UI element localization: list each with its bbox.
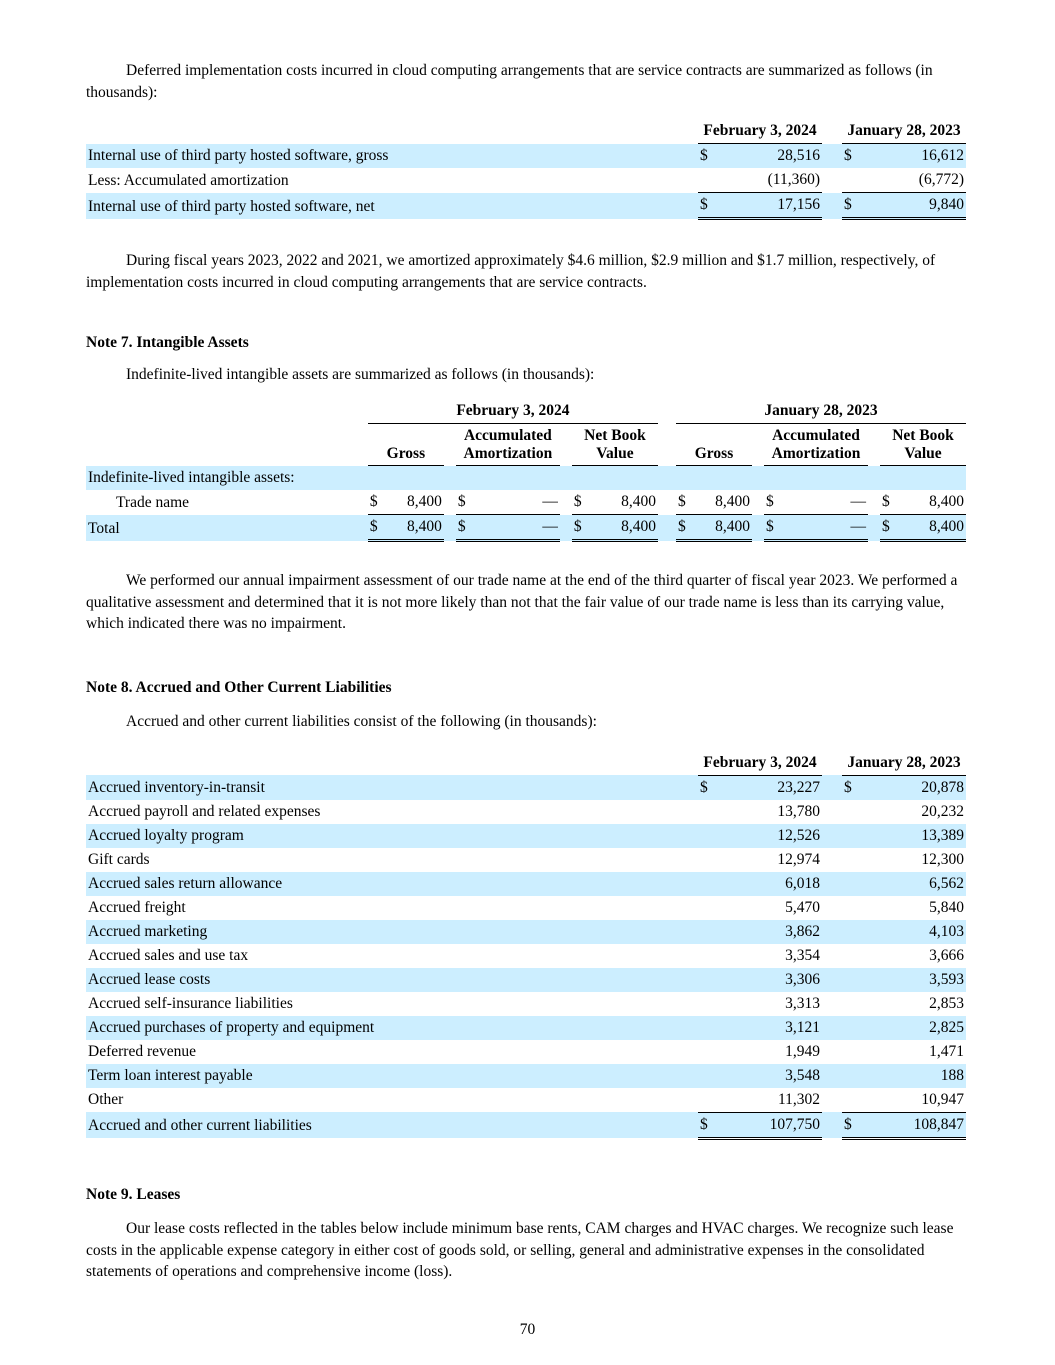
- dollar-sign: $: [368, 515, 388, 541]
- table-row: [86, 920, 966, 944]
- amortization-paragraph: During fiscal years 2023, 2022 and 2021, we amortized approximately $4.6 million, $2.9 million and $1.7 million, respectively, of implementation costs incurred in cloud computing arrangements that are service contracts.: [86, 252, 936, 292]
- dollar-sign: $: [698, 1112, 722, 1138]
- table-row: [86, 800, 966, 824]
- dollar-sign: $: [676, 490, 696, 515]
- amount: 12,526: [777, 826, 820, 844]
- dollar-sign: [842, 1064, 866, 1088]
- amount: 3,313: [785, 994, 820, 1012]
- amount: 8,400: [900, 490, 966, 515]
- amount: 11,302: [722, 1088, 822, 1113]
- dollar-sign: [842, 848, 866, 872]
- group-header-jan-2023: January 28, 2023: [676, 399, 966, 424]
- table-row: [86, 1040, 966, 1064]
- amount: 107,750: [722, 1112, 822, 1138]
- dollar-sign: [698, 872, 722, 896]
- amount: 188: [940, 1066, 964, 1084]
- amount: 3,862: [785, 922, 820, 940]
- dollar-sign: [842, 944, 866, 968]
- amount: 8,400: [900, 515, 966, 541]
- amount: —: [784, 490, 868, 515]
- row-label: Total: [88, 519, 120, 537]
- subheader-gross: Gross: [368, 424, 444, 466]
- dollar-sign: $: [676, 515, 696, 541]
- row-label: Internal use of third party hosted software, gross: [88, 147, 389, 165]
- amount: 2,853: [929, 994, 964, 1012]
- amount: 5,470: [785, 898, 820, 916]
- row-label: Less: Accumulated amortization: [88, 171, 289, 189]
- dollar-sign: [698, 824, 722, 848]
- table-row: [86, 1088, 966, 1113]
- row-label: Accrued sales return allowance: [88, 874, 283, 892]
- dollar-sign: [842, 992, 866, 1016]
- amount: 20,878: [921, 778, 964, 796]
- dollar-sign: $: [764, 515, 784, 541]
- dollar-sign: [842, 1040, 866, 1064]
- amount: 13,780: [777, 802, 820, 820]
- sub-header-row: [86, 424, 966, 466]
- amount: —: [784, 515, 868, 541]
- row-label: Other: [88, 1091, 124, 1109]
- table-row: [86, 944, 966, 968]
- dollar-sign: $: [844, 147, 852, 165]
- table-total-row: [86, 515, 966, 541]
- dollar-sign: [698, 168, 722, 193]
- amount: 20,232: [921, 802, 964, 820]
- amount: 12,300: [921, 850, 964, 868]
- dollar-sign: [842, 824, 866, 848]
- table-row: [86, 896, 966, 920]
- section-row: [86, 466, 966, 491]
- amount: 23,227: [777, 778, 820, 796]
- dollar-sign: $: [880, 515, 900, 541]
- dollar-sign: [842, 872, 866, 896]
- amount: 8,400: [696, 490, 752, 515]
- table-row: [86, 144, 966, 169]
- section-label: Indefinite-lived intangible assets:: [88, 469, 295, 487]
- amount: 28,516: [777, 147, 820, 165]
- dollar-sign: [842, 968, 866, 992]
- column-header-jan-2023: January 28, 2023: [842, 119, 966, 144]
- table-row: [86, 968, 966, 992]
- row-label: Gift cards: [88, 850, 150, 868]
- subheader-accumulated-amortization: Accumulated Amortization: [764, 424, 868, 466]
- amount: 8,400: [696, 515, 752, 541]
- row-label: Accrued payroll and related expenses: [88, 802, 321, 820]
- dollar-sign: $: [572, 515, 592, 541]
- dollar-sign: $: [456, 515, 476, 541]
- amount: 5,840: [929, 898, 964, 916]
- group-header-row: [86, 399, 966, 424]
- amount: —: [476, 515, 560, 541]
- dollar-sign: [698, 920, 722, 944]
- row-label: Accrued lease costs: [88, 970, 211, 988]
- note8-intro-paragraph: Accrued and other current liabilities consist of the following (in thousands):: [126, 713, 597, 731]
- subheader-net-book-value: Net Book Value: [572, 424, 658, 466]
- row-label: Deferred revenue: [88, 1042, 196, 1060]
- dollar-sign: $: [699, 778, 708, 796]
- table-row: [86, 775, 966, 800]
- dollar-sign: [698, 1040, 722, 1064]
- dollar-sign: $: [880, 490, 900, 515]
- group-header-feb-2024: February 3, 2024: [368, 399, 658, 424]
- column-header-feb-2024: February 3, 2024: [698, 751, 822, 776]
- amount: 3,666: [929, 946, 964, 964]
- row-label: Term loan interest payable: [88, 1066, 253, 1084]
- amount: 3,548: [785, 1066, 820, 1084]
- table-row: [86, 872, 966, 896]
- amount: 13,389: [921, 826, 964, 844]
- table-row: [86, 1016, 966, 1040]
- dollar-sign: $: [699, 147, 708, 165]
- row-label: Accrued loyalty program: [88, 826, 244, 844]
- amount: (11,360): [722, 168, 822, 193]
- amount: 8,400: [388, 490, 444, 515]
- table-header-row: [86, 751, 966, 776]
- page-number: 70: [519, 1321, 536, 1338]
- table-row: [86, 168, 966, 193]
- row-label: Accrued self-insurance liabilities: [88, 994, 293, 1012]
- table-total-row: [86, 193, 966, 219]
- dollar-sign: [842, 168, 866, 193]
- dollar-sign: [698, 1016, 722, 1040]
- dollar-sign: $: [842, 193, 866, 219]
- dollar-sign: $: [764, 490, 784, 515]
- row-label: Internal use of third party hosted software, net: [88, 197, 375, 215]
- row-label: Accrued purchases of property and equipment: [88, 1018, 375, 1036]
- subheader-net-book-value: Net Book Value: [880, 424, 966, 466]
- dollar-sign: [698, 1064, 722, 1088]
- row-label: Trade name: [116, 493, 190, 511]
- note9-paragraph: Our lease costs reflected in the tables below include minimum base rents, CAM charges and HVAC charges. We recognize such lease costs in the applicable expense category in either cost of goods sold, or selling, general and administrative expenses in the consolidated statements of operations and comprehensive income (loss).: [86, 1219, 954, 1281]
- amount: 12,974: [777, 850, 820, 868]
- amount: 4,103: [929, 922, 964, 940]
- amount: 3,121: [785, 1018, 820, 1036]
- dollar-sign: [842, 800, 866, 824]
- dollar-sign: [698, 944, 722, 968]
- dollar-sign: $: [456, 490, 476, 515]
- amount: 9,840: [866, 193, 966, 219]
- dollar-sign: [842, 896, 866, 920]
- dollar-sign: $: [844, 778, 852, 796]
- amount: 2,825: [929, 1018, 964, 1036]
- amount: (6,772): [866, 168, 966, 193]
- column-header-feb-2024: February 3, 2024: [698, 119, 822, 144]
- amount: 1,949: [785, 1042, 820, 1060]
- note9-heading: Note 9. Leases: [86, 1185, 181, 1203]
- amount: 6,018: [785, 874, 820, 892]
- impairment-paragraph: We performed our annual impairment assessment of our trade name at the end of the third quarter of fiscal year 2023. We performed a qualitative assessment and determined that it is not more likely than not that the fair value of our trade name is less than its carrying value, which indicated there was no impairment.: [86, 572, 958, 633]
- row-label: Accrued sales and use tax: [88, 946, 249, 964]
- dollar-sign: [842, 920, 866, 944]
- row-label: Accrued marketing: [88, 922, 208, 940]
- dollar-sign: [842, 1088, 866, 1113]
- accrued-liabilities-table: [86, 751, 966, 1140]
- row-label: Accrued and other current liabilities: [88, 1117, 312, 1135]
- table-row: [86, 848, 966, 872]
- dollar-sign: [698, 992, 722, 1016]
- note7-intro-paragraph: Indefinite-lived intangible assets are summarized as follows (in thousands):: [126, 365, 595, 383]
- intangible-assets-table: [86, 399, 966, 542]
- dollar-sign: [698, 848, 722, 872]
- column-header-jan-2023: January 28, 2023: [842, 751, 966, 776]
- amount: —: [476, 490, 560, 515]
- subheader-gross: Gross: [676, 424, 752, 466]
- amount: 108,847: [866, 1112, 966, 1138]
- amount: 8,400: [592, 515, 658, 541]
- amount: 16,612: [921, 147, 964, 165]
- table-row: [86, 824, 966, 848]
- dollar-sign: $: [572, 490, 592, 515]
- table-row: [86, 992, 966, 1016]
- row-label: Accrued freight: [88, 898, 186, 916]
- amount: 6,562: [929, 874, 964, 892]
- note7-heading: Note 7. Intangible Assets: [86, 333, 249, 351]
- dollar-sign: $: [698, 193, 722, 219]
- dollar-sign: [698, 800, 722, 824]
- intro-paragraph: Deferred implementation costs incurred in cloud computing arrangements that are service contracts are summarized as follows (in thousands):: [86, 62, 933, 101]
- dollar-sign: [698, 1088, 722, 1113]
- table-row: [86, 490, 966, 515]
- table-row: [86, 1064, 966, 1088]
- amount: 17,156: [722, 193, 822, 219]
- subheader-accumulated-amortization: Accumulated Amortization: [456, 424, 560, 466]
- deferred-costs-table: [86, 119, 966, 220]
- amount: 3,354: [785, 946, 820, 964]
- dollar-sign: [698, 896, 722, 920]
- table-header-row: [86, 119, 966, 144]
- amount: 8,400: [388, 515, 444, 541]
- amount: 8,400: [592, 490, 658, 515]
- row-label: Accrued inventory-in-transit: [88, 778, 265, 796]
- note8-heading: Note 8. Accrued and Other Current Liabilities: [86, 679, 392, 697]
- dollar-sign: $: [368, 490, 388, 515]
- dollar-sign: [842, 1016, 866, 1040]
- dollar-sign: [698, 968, 722, 992]
- amount: 10,947: [866, 1088, 966, 1113]
- table-total-row: [86, 1112, 966, 1138]
- dollar-sign: $: [842, 1112, 866, 1138]
- amount: 3,593: [929, 970, 964, 988]
- amount: 1,471: [929, 1042, 964, 1060]
- amount: 3,306: [785, 970, 820, 988]
